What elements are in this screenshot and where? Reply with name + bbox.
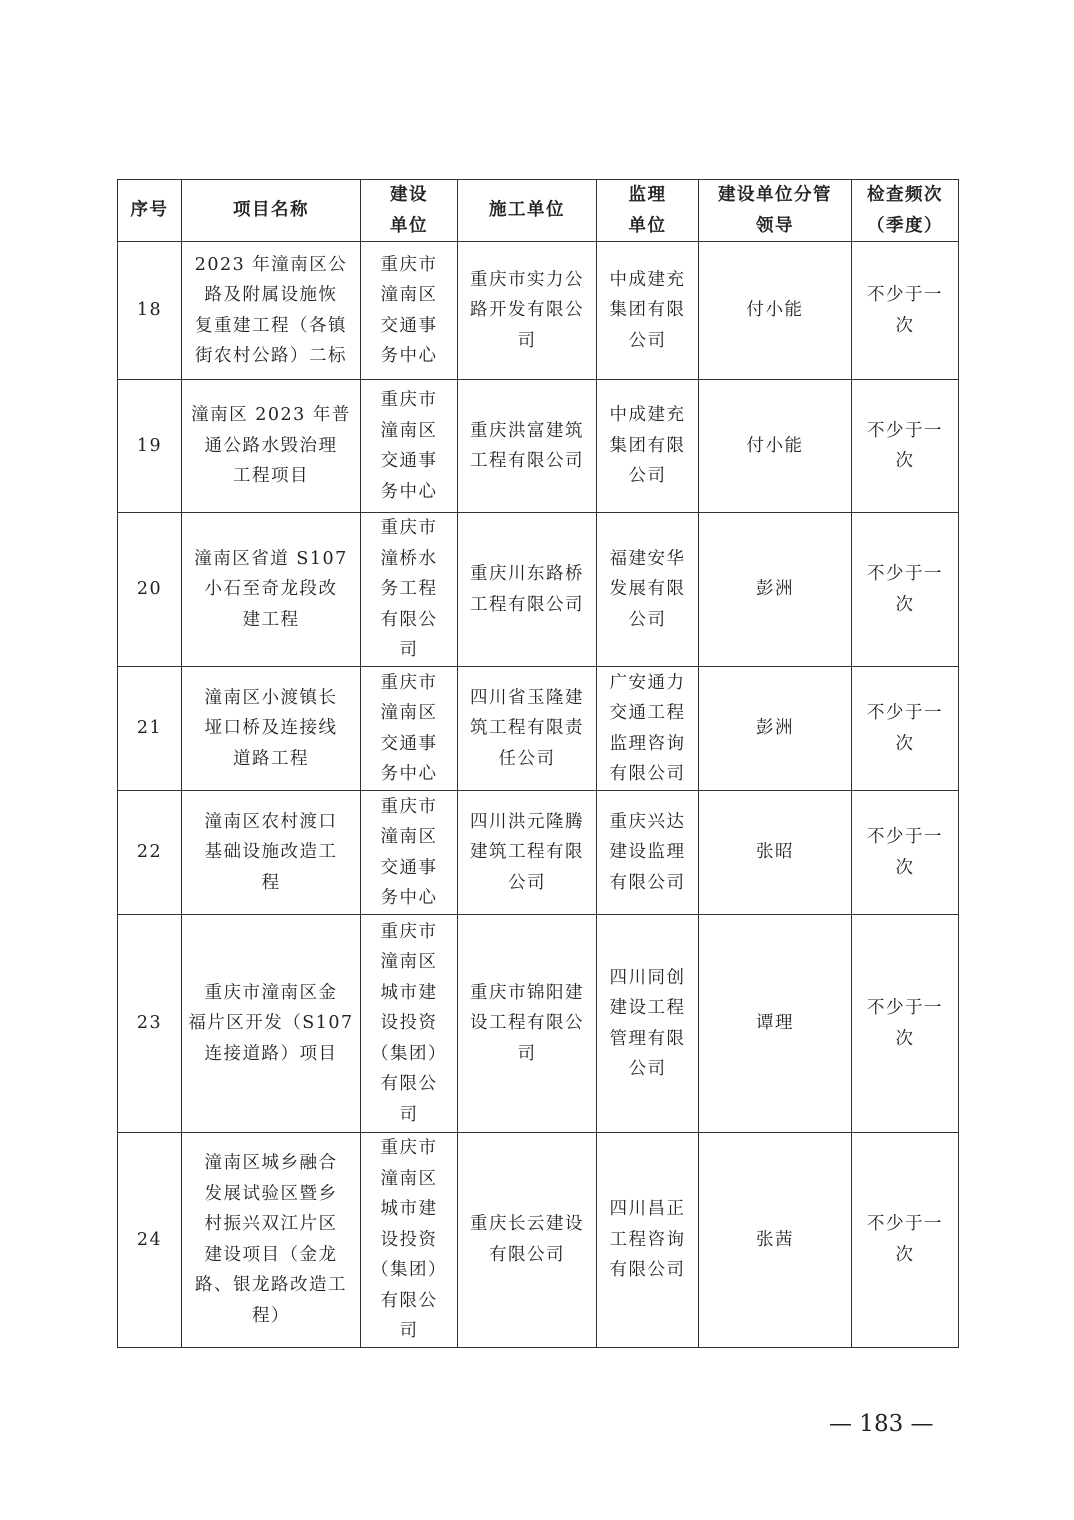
cell-leader: 付小能 <box>699 242 852 380</box>
cell-frequency: 不少于一 次 <box>852 380 959 513</box>
cell-frequency: 不少于一 次 <box>852 1133 959 1348</box>
cell-leader: 彭洲 <box>699 667 852 791</box>
cell-construction-unit: 重庆市 潼南区 交通事 务中心 <box>361 791 458 915</box>
header-project-name: 项目名称 <box>182 180 361 242</box>
cell-construction-unit: 重庆市 潼南区 交通事 务中心 <box>361 667 458 791</box>
cell-project-name: 潼南区省道 S107 小石至奇龙段改 建工程 <box>182 513 361 667</box>
cell-supervisor: 四川同创 建设工程 管理有限 公司 <box>597 915 699 1133</box>
cell-supervisor: 四川昌正 工程咨询 有限公司 <box>597 1133 699 1348</box>
cell-leader: 张昭 <box>699 791 852 915</box>
cell-seq: 22 <box>118 791 182 915</box>
cell-supervisor: 中成建充 集团有限 公司 <box>597 242 699 380</box>
table-row <box>118 513 959 667</box>
cell-supervisor: 福建安华 发展有限 公司 <box>597 513 699 667</box>
table-row <box>118 1133 959 1348</box>
cell-construction-unit: 重庆市 潼南区 交通事 务中心 <box>361 242 458 380</box>
header-supervisor: 监理 单位 <box>597 180 699 242</box>
cell-contractor: 四川洪元隆腾 建筑工程有限 公司 <box>458 791 597 915</box>
table-row <box>118 791 959 915</box>
cell-contractor: 重庆洪富建筑 工程有限公司 <box>458 380 597 513</box>
cell-contractor: 重庆川东路桥 工程有限公司 <box>458 513 597 667</box>
cell-seq: 19 <box>118 380 182 513</box>
cell-frequency: 不少于一 次 <box>852 667 959 791</box>
header-row <box>118 180 959 242</box>
cell-frequency: 不少于一 次 <box>852 242 959 380</box>
cell-project-name: 潼南区农村渡口 基础设施改造工 程 <box>182 791 361 915</box>
cell-project-name: 潼南区小渡镇长 垭口桥及连接线 道路工程 <box>182 667 361 791</box>
table-row <box>118 242 959 380</box>
cell-frequency: 不少于一 次 <box>852 915 959 1133</box>
cell-supervisor: 重庆兴达 建设监理 有限公司 <box>597 791 699 915</box>
cell-contractor: 重庆市锦阳建 设工程有限公 司 <box>458 915 597 1133</box>
table-row <box>118 667 959 791</box>
header-seq: 序号 <box>118 180 182 242</box>
cell-supervisor: 广安通力 交通工程 监理咨询 有限公司 <box>597 667 699 791</box>
cell-leader: 付小能 <box>699 380 852 513</box>
cell-contractor: 四川省玉隆建 筑工程有限责 任公司 <box>458 667 597 791</box>
cell-seq: 23 <box>118 915 182 1133</box>
cell-construction-unit: 重庆市 潼桥水 务工程 有限公 司 <box>361 513 458 667</box>
inspection-table <box>117 179 959 1348</box>
cell-construction-unit: 重庆市 潼南区 城市建 设投资 （集团） 有限公 司 <box>361 915 458 1133</box>
cell-frequency: 不少于一 次 <box>852 791 959 915</box>
cell-construction-unit: 重庆市 潼南区 城市建 设投资 （集团） 有限公 司 <box>361 1133 458 1348</box>
cell-project-name: 重庆市潼南区金 福片区开发（S107 连接道路）项目 <box>182 915 361 1133</box>
page-number: — 183 — <box>829 1411 934 1437</box>
cell-leader: 张茜 <box>699 1133 852 1348</box>
header-frequency: 检查频次 （季度） <box>852 180 959 242</box>
cell-leader: 谭理 <box>699 915 852 1133</box>
cell-supervisor: 中成建充 集团有限 公司 <box>597 380 699 513</box>
cell-seq: 24 <box>118 1133 182 1348</box>
cell-seq: 20 <box>118 513 182 667</box>
cell-project-name: 2023 年潼南区公 路及附属设施恢 复重建工程（各镇 街农村公路）二标 <box>182 242 361 380</box>
cell-seq: 21 <box>118 667 182 791</box>
header-construction-unit: 建设 单位 <box>361 180 458 242</box>
cell-project-name: 潼南区城乡融合 发展试验区暨乡 村振兴双江片区 建设项目（金龙 路、银龙路改造工 程） <box>182 1133 361 1348</box>
cell-contractor: 重庆长云建设 有限公司 <box>458 1133 597 1348</box>
table-row <box>118 380 959 513</box>
table-row <box>118 915 959 1133</box>
cell-frequency: 不少于一 次 <box>852 513 959 667</box>
cell-contractor: 重庆市实力公 路开发有限公 司 <box>458 242 597 380</box>
cell-construction-unit: 重庆市 潼南区 交通事 务中心 <box>361 380 458 513</box>
cell-seq: 18 <box>118 242 182 380</box>
header-leader: 建设单位分管 领导 <box>699 180 852 242</box>
cell-project-name: 潼南区 2023 年普 通公路水毁治理 工程项目 <box>182 380 361 513</box>
header-contractor: 施工单位 <box>458 180 597 242</box>
cell-leader: 彭洲 <box>699 513 852 667</box>
